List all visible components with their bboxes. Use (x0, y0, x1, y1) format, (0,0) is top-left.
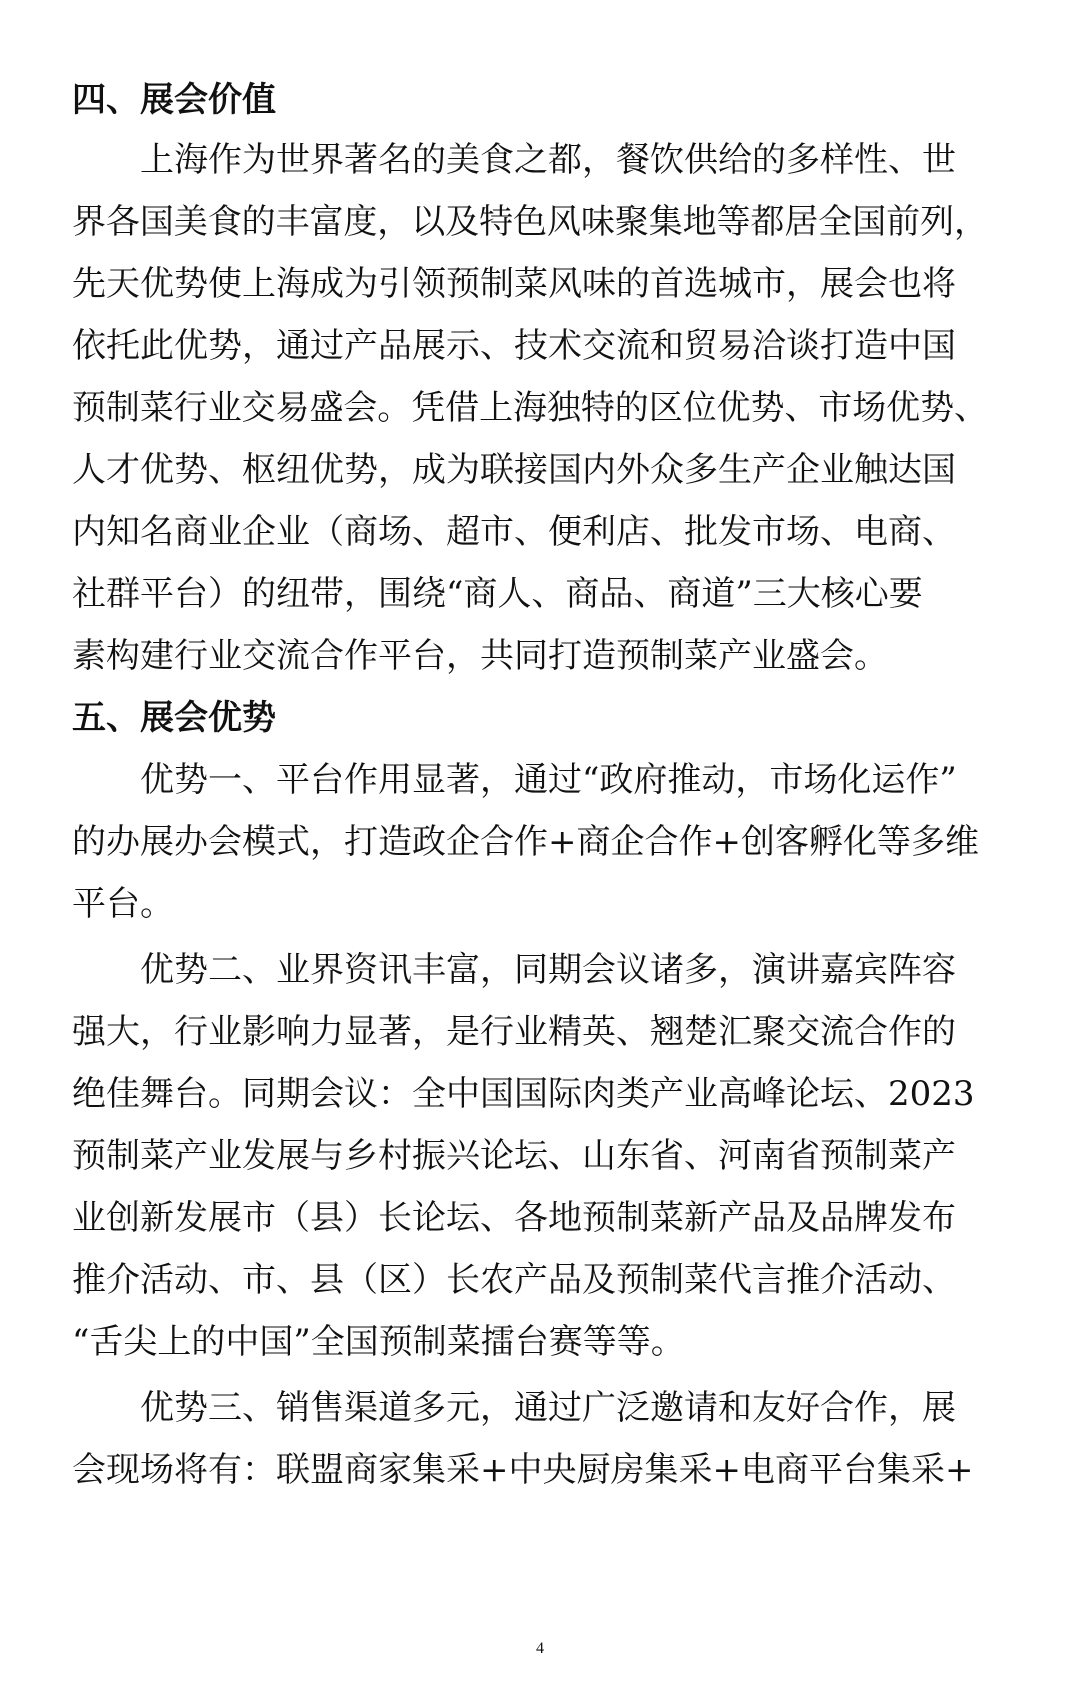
paragraph-line: 的办展办会模式，打造政企合作+商企合作+创客孵化等多维 (72, 822, 979, 862)
paragraph-line: 业创新发展市（县）长论坛、各地预制菜新产品及品牌发布 (72, 1198, 956, 1238)
paragraph-line: “舌尖上的中国”全国预制菜擂台赛等等。 (72, 1322, 685, 1362)
paragraph-line: 人才优势、枢纽优势，成为联接国内外众多生产企业触达国 (72, 450, 956, 490)
paragraph-line: 平台。 (72, 884, 174, 924)
paragraph-line: 绝佳舞台。同期会议：全中国国际肉类产业高峰论坛、2023 (72, 1074, 975, 1114)
paragraph-line: 界各国美食的丰富度，以及特色风味聚集地等都居全国前列， (72, 202, 988, 242)
paragraph-line: 会现场将有：联盟商家集采+中央厨房集采+电商平台集采+ (72, 1450, 974, 1490)
paragraph-line: 素构建行业交流合作平台，共同打造预制菜产业盛会。 (72, 636, 888, 676)
paragraph-line: 优势一、平台作用显著，通过“政府推动，市场化运作” (72, 760, 957, 800)
paragraph-line: 预制菜产业发展与乡村振兴论坛、山东省、河南省预制菜产 (72, 1136, 956, 1176)
paragraph-line: 优势三、销售渠道多元，通过广泛邀请和友好合作，展 (72, 1388, 956, 1428)
paragraph-line: 先天优势使上海成为引领预制菜风味的首选城市，展会也将 (72, 264, 956, 304)
paragraph-line: 强大，行业影响力显著，是行业精英、翘楚汇聚交流合作的 (72, 1012, 956, 1052)
paragraph-line: 上海作为世界著名的美食之都，餐饮供给的多样性、世 (72, 140, 956, 180)
paragraph-line: 依托此优势，通过产品展示、技术交流和贸易洽谈打造中国 (72, 326, 956, 366)
page-number: 4 (536, 1640, 544, 1657)
paragraph-line: 社群平台）的纽带，围绕“商人、商品、商道”三大核心要 (72, 574, 923, 614)
paragraph-line: 优势二、业界资讯丰富，同期会议诸多，演讲嘉宾阵容 (72, 950, 956, 990)
section-heading-exhibition-advantages: 五、展会优势 (72, 698, 276, 738)
paragraph-line: 推介活动、市、县（区）长农产品及预制菜代言推介活动、 (72, 1260, 956, 1300)
paragraph-line: 预制菜行业交易盛会。凭借上海独特的区位优势、市场优势、 (72, 388, 988, 428)
paragraph-line: 内知名商业企业（商场、超市、便利店、批发市场、电商、 (72, 512, 956, 552)
section-heading-exhibition-value: 四、展会价值 (72, 80, 276, 120)
